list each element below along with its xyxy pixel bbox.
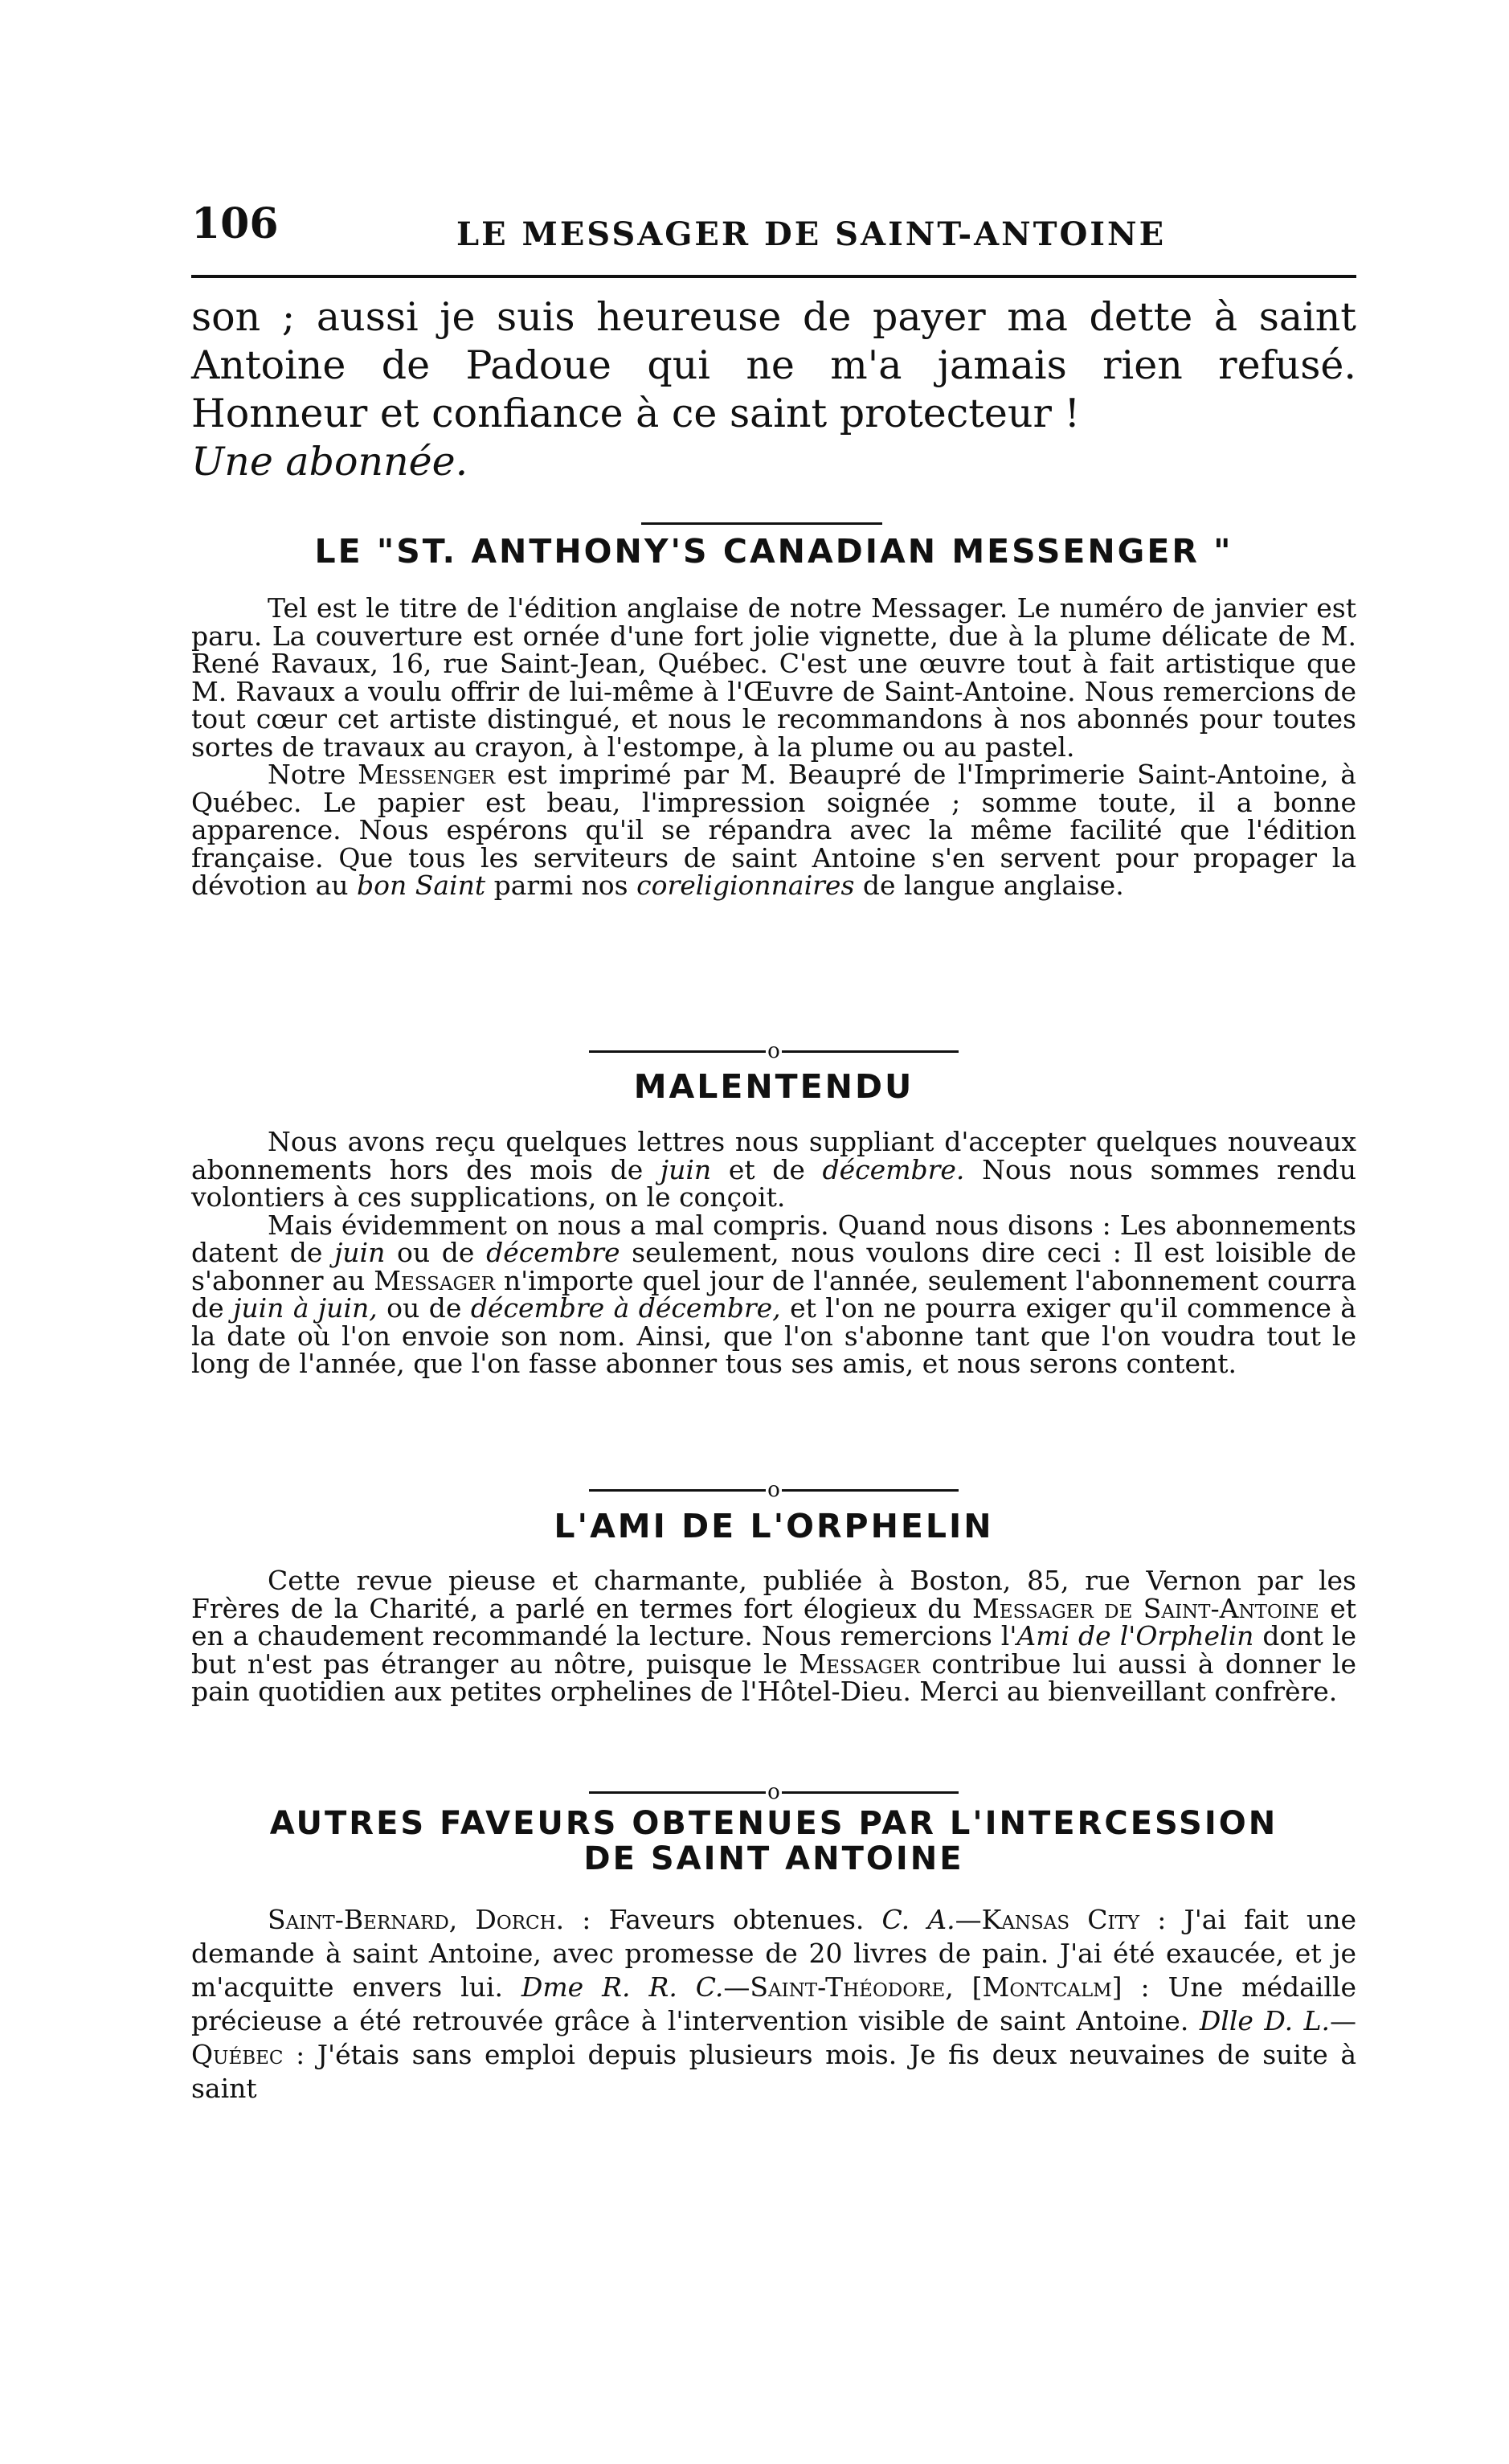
section-title-st-anthony: LE "ST. ANTHONY'S CANADIAN MESSENGER " [314,532,1233,571]
section-title-autres-line1: AUTRES FAVEURS OBTENUES PAR L'INTERCESSION [269,1805,1278,1842]
section-divider [641,522,882,525]
section-body-autres [191,1903,1356,2106]
section-title-autres-line2: DE SAINT ANTOINE [583,1840,964,1877]
section-title-malentendu: MALENTENDU [633,1067,914,1106]
running-title: LE MESSAGER DE SAINT-ANTOINE [456,215,1167,253]
separator-mark: o [767,1478,780,1502]
paragraph: Tel est le titre de l'édition anglaise de notre Messager. Le numéro de janvier est paru. La couverture est ornée d'une fort jolie vignette, due à la plume délicate de M. René Ravaux, 16, rue Saint-Jean, Québec. C'est une œuvre tout à fait artistique que M. Ravaux a voulu offrir de lui-même à l'Œuvre de Saint-Antoine. Nous remercions de tout cœur cet artiste distingué, et nous le recommandons à nos abonnés pour toutes sortes de travaux au crayon, à l'estompe, à la plume ou au pastel. [191,592,1356,763]
separator-mark: o [767,1780,780,1804]
signature: Une abonnée. [191,439,468,485]
paragraph: Notre Messenger est imprimé par M. Beaupré de l'Imprimerie Saint-Antoine, à Québec. Le papier est beau, l'impression soignée ; somme toute, il a bonne apparence. Nous espérons qu'il se répandra avec la même facilité que l'édition française. Que tous les serviteurs de saint Antoine s'en servent pour propager la dévotion au bon Saint parmi nos coreligionnaires de langue anglaise. [191,759,1356,901]
section-body-st-anthony [191,592,1356,901]
paragraph: Cette revue pieuse et charmante, publiée à Boston, 85, rue Vernon par les Frères de la Charité, a parlé en termes fort élogieux du Messager de Saint-Antoine et en a chaudement recommandé la lecture. Nous remercions l'Ami de l'Orphelin dont le but n'est pas étranger au nôtre, puisque le Messager contribue lui aussi à donner le pain quotidien aux petites orphelines de l'Hôtel-Dieu. Merci au bienveillant confrère. [191,1565,1356,1707]
section-body-malentendu [191,1128,1356,1378]
page-number: 106 [191,199,279,248]
section-title-ami: L'AMI DE L'ORPHELIN [554,1507,994,1545]
separator-mark: o [767,1039,780,1063]
paragraph: Nous avons reçu quelques lettres nous suppliant d'accepter quelques nouveaux abonnements hors des mois de juin et de décembre. Nous nous sommes rendu volontiers à ces supplications, on le conçoit. [191,1126,1356,1213]
continuation-paragraph [191,293,1356,486]
separator [191,1477,1356,1502]
paragraph: Mais évidemment on nous a mal compris. Quand nous disons : Les abonnements datent de juin ou de décembre seulement, nous voulons dire ceci : Il est loisible de s'abonner au Messager n'importe quel jour de l'année, seulement l'abonnement courra de juin à juin, ou de décembre à décembre, et l'on ne pourra exiger qu'il commence à la date où l'on envoie son nom. Ainsi, que l'on s'abonne tant que l'on voudra tout le long de l'année, que l'on fasse abonner tous ses amis, et nous serons content. [191,1209,1357,1379]
continuation-text: son ; aussi je suis heureuse de payer ma dette à saint Antoine de Padoue qui ne m'a jamais rien refusé. Honneur et confiance à ce saint protecteur ! [191,294,1356,436]
separator [191,1038,1356,1063]
section-body-ami [191,1567,1356,1706]
running-head [191,199,1356,264]
separator [191,1779,1356,1804]
paragraph: Saint-Bernard, Dorch. : Faveurs obtenues. C. A.—Kansas City : J'ai fait une demande à saint Antoine, avec promesse de 20 livres de pain. J'ai été exaucée, et je m'acquitte envers lui. Dme R. R. C.—Saint-Théodore, [Montcalm] : Une médaille précieuse a été retrouvée grâce à l'intervention visible de saint Antoine. Dlle D. L.—Québec : J'étais sans emploi depuis plusieurs mois. Je fis deux neuvaines de suite à saint [191,1904,1357,2104]
header-rule [191,275,1356,278]
